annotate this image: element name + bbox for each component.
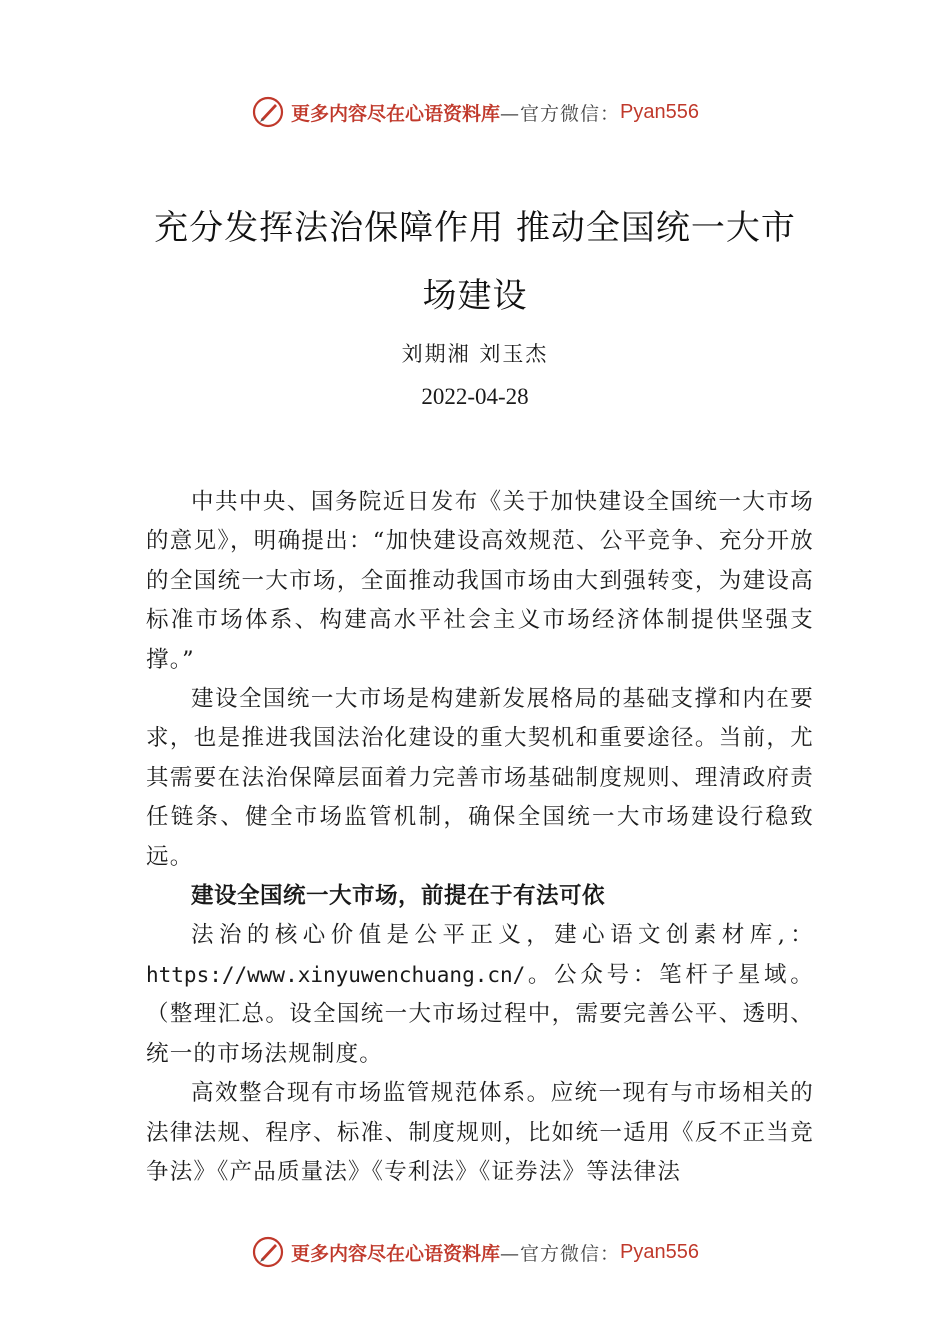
footer-wechat-id: Pyan556: [620, 1240, 699, 1263]
footer-banner: [0, 1232, 950, 1272]
article-title-line-1: 充分发挥法治保障作用 推动全国统一大市: [154, 208, 796, 248]
pen-quill-logo-icon: [251, 1235, 285, 1269]
footer-library-text: 更多内容尽在心语资料库: [291, 1242, 501, 1265]
section-heading-1: 建设全国统一大市场，前提在于有法可依: [191, 883, 606, 910]
article-body: [146, 483, 814, 1192]
header-banner: [0, 92, 950, 132]
paragraph-1: 中共中央、国务院近日发布《关于加快建设全国统一大市场的意见》，明确提出：“加快建设高效规范、公平竞争、充分开放的全国统一大市场，全面推动我国市场由大到强转变，为建设高标准市场体系、构建高水平社会主义市场经济体制提供坚强支撑。”: [146, 489, 814, 673]
paragraph-2: 建设全国统一大市场是构建新发展格局的基础支撑和内在要求，也是推进我国法治化建设的重大契机和重要途径。当前，尤其需要在法治保障层面着力完善市场基础制度规则、理清政府责任链条、健全市场监管机制，确保全国统一大市场建设行稳致远。: [146, 686, 814, 870]
paragraph-3-part-b: 。公众号：笔杆子星域。（整理汇总。设全国统一大市场过程中，需要完善公平、透明、统一的市场法规制度。: [146, 961, 814, 1067]
paragraph-4: 高效整合现有市场监管规范体系。应统一现有与市场相关的法律法规、程序、标准、制度规则，比如统一适用《反不正当竞争法》《产品质量法》《专利法》《证券法》等法律法: [146, 1080, 814, 1185]
paragraph-3-part-a: 法治的核心价值是公平正义，建心语文创素材库,：: [191, 922, 814, 949]
article-date: 2022-04-28: [421, 384, 529, 409]
article-title-line-2: 场建设: [422, 276, 528, 316]
banner-library-text: 更多内容尽在心语资料库: [291, 102, 501, 125]
footer-wechat-label: —官方微信：: [500, 1242, 621, 1265]
pen-quill-logo-icon: [251, 95, 285, 129]
paragraph-3-url: https://www.xinyuwenchuang.cn/: [146, 962, 526, 987]
paragraph-3: [146, 916, 814, 1074]
banner-wechat-id: Pyan556: [620, 100, 699, 123]
article-authors: 刘期湘 刘玉杰: [401, 342, 549, 366]
banner-wechat-label: —官方微信：: [500, 102, 621, 125]
